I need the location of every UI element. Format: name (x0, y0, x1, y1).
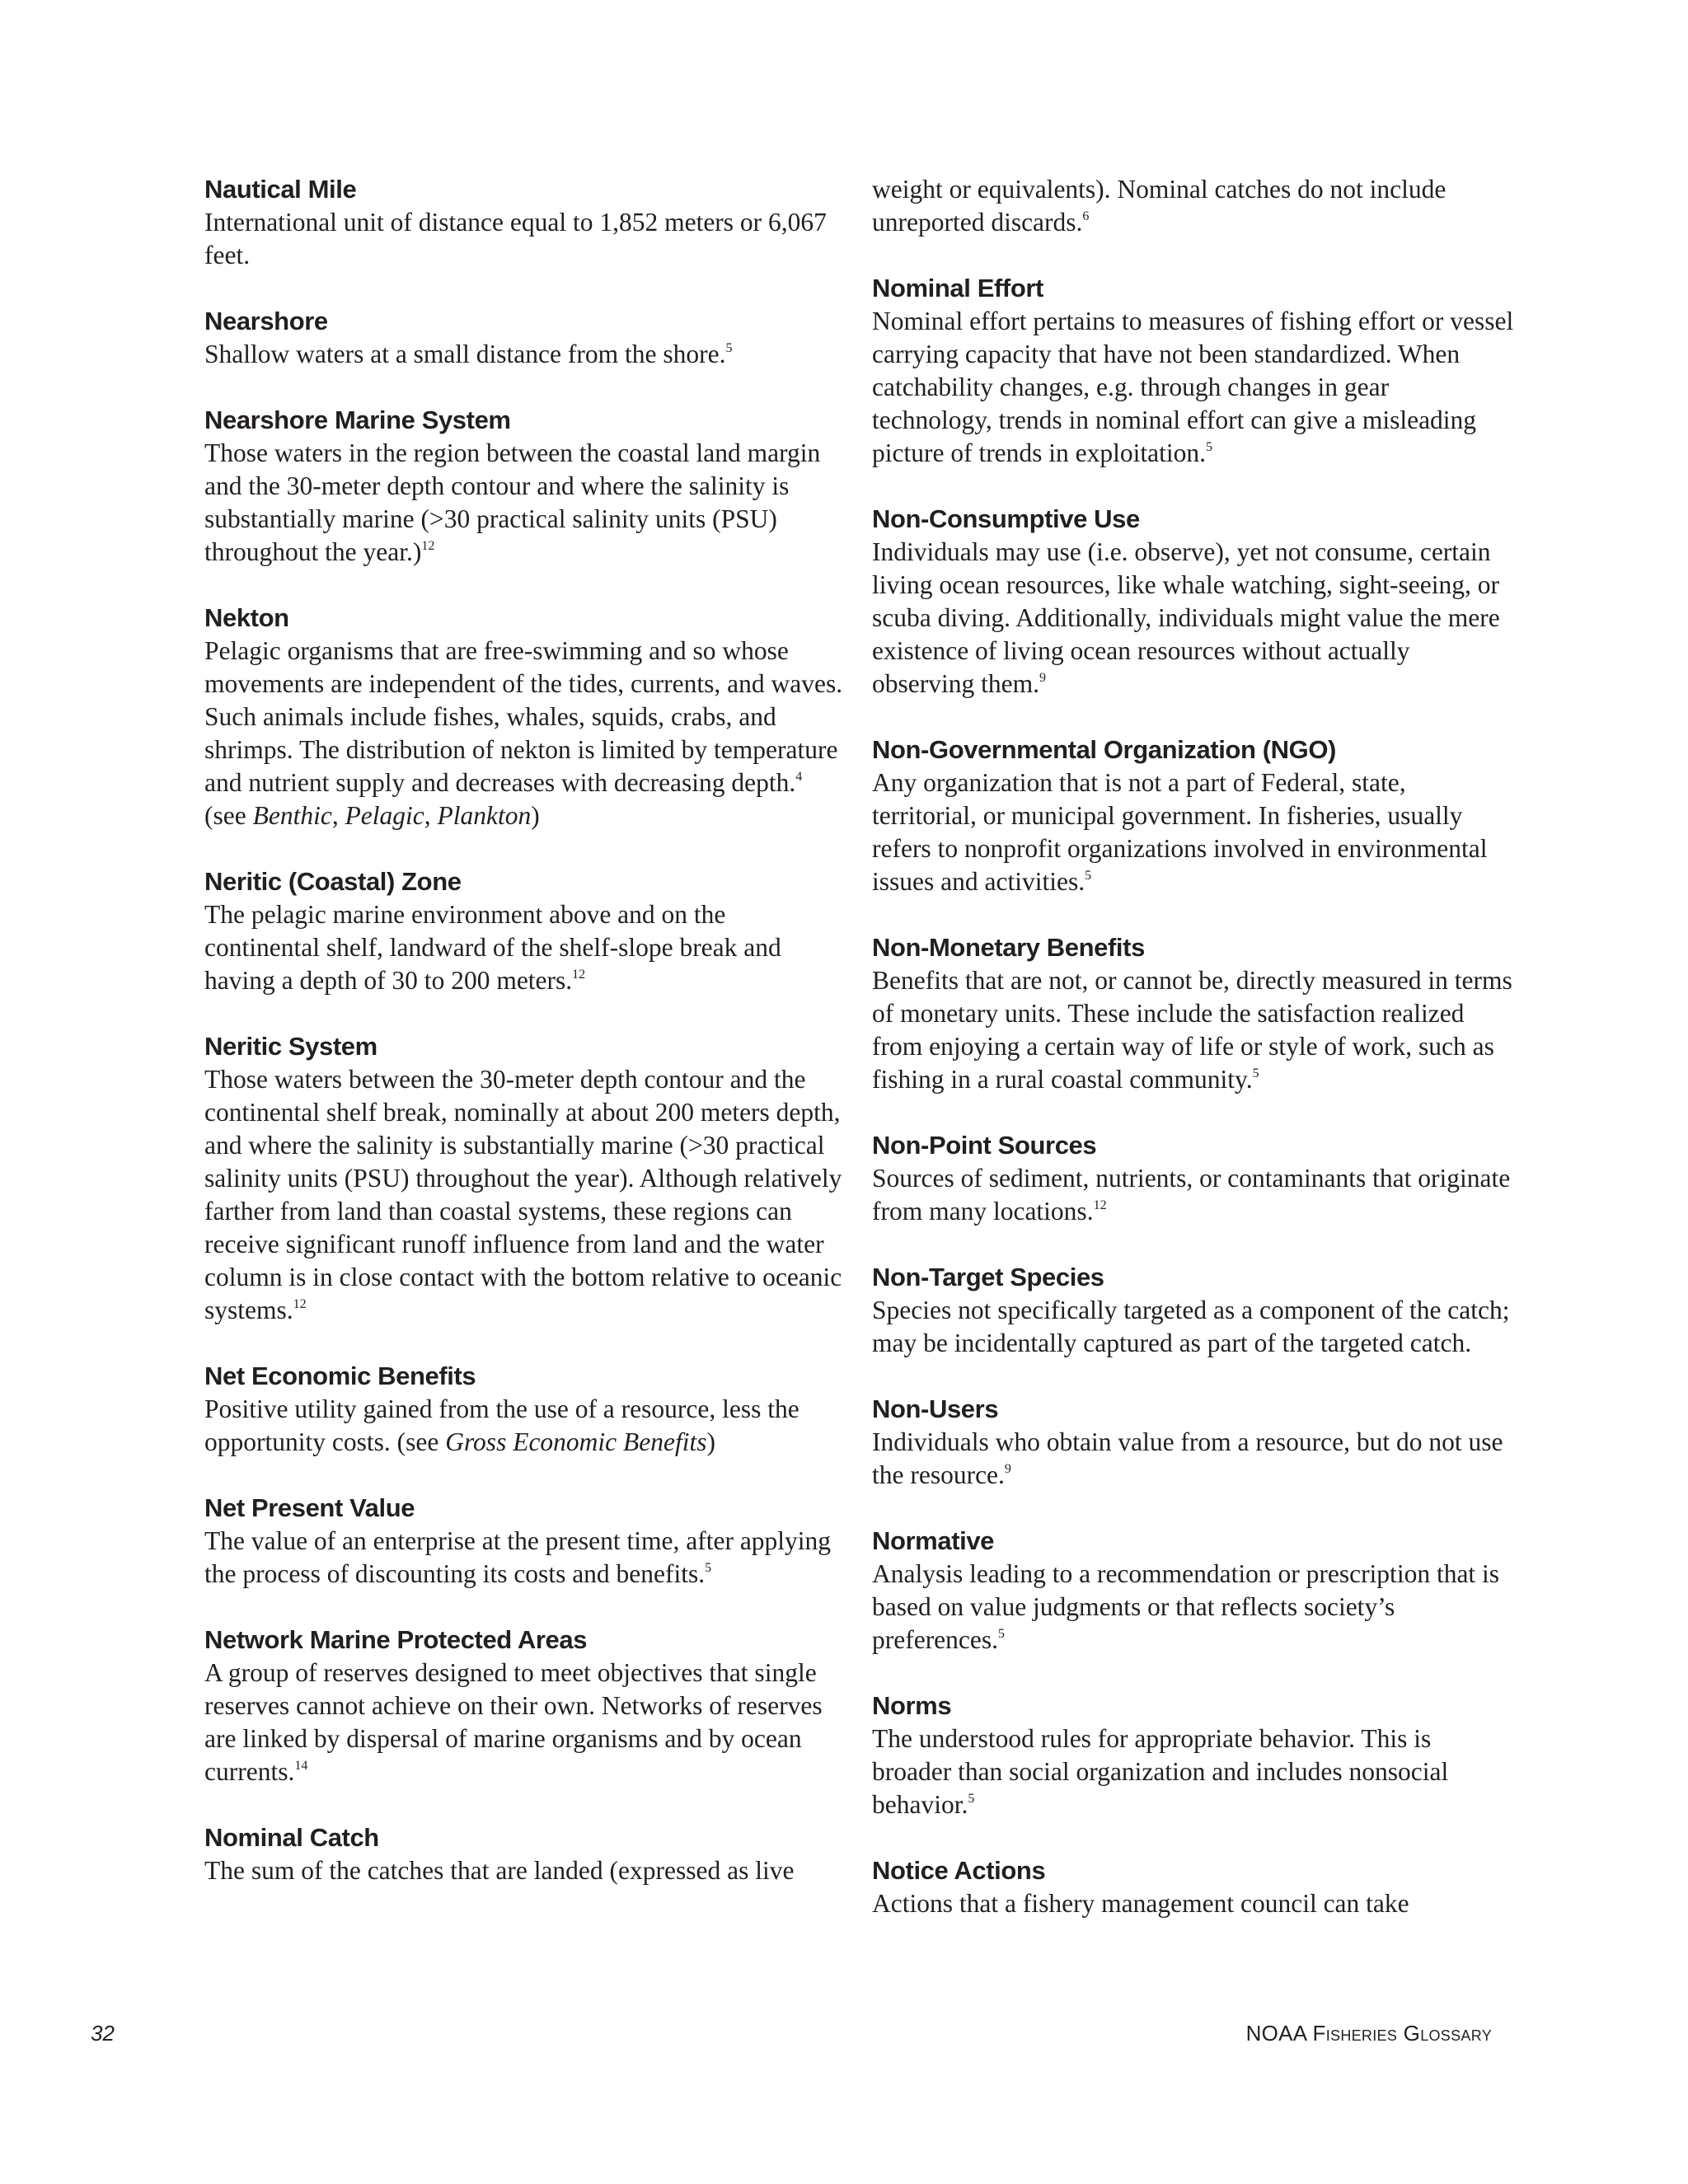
glossary-entry (204, 1624, 847, 1788)
glossary-definition (872, 305, 1515, 470)
definition-text: Shallow waters at a small distance from the shore. (204, 340, 726, 368)
glossary-definition (872, 1426, 1515, 1492)
glossary-entry (872, 931, 1515, 1096)
glossary-term: Nominal Catch (204, 1823, 379, 1852)
glossary-term: Neritic (Coastal) Zone (204, 867, 462, 896)
reference-superscript: 12 (421, 538, 435, 553)
definition-text: The pelagic marine environment above and on the continental shelf, landward of the shelf-slope break and having a depth of 30 to 200 meters. (204, 900, 781, 995)
glossary-definition (204, 1393, 847, 1459)
glossary-definition (872, 1162, 1515, 1228)
glossary-definition (204, 1854, 847, 1887)
glossary-entry (872, 173, 1515, 239)
glossary-entry (204, 404, 847, 569)
glossary-definition (204, 206, 847, 272)
definition-text: The sum of the catches that are landed (expressed as live (204, 1856, 795, 1885)
definition-text: A group of reserves designed to meet objectives that single reserves cannot achieve on their own. Networks of reserves are linked by dispersal of marine organisms and by ocean currents. (204, 1658, 823, 1786)
reference-superscript: 12 (293, 1296, 307, 1311)
glossary-definition (872, 1294, 1515, 1360)
glossary-entry (872, 1854, 1515, 1920)
reference-superscript: 14 (294, 1758, 308, 1773)
glossary-term: Nautical Mile (204, 175, 357, 204)
definition-text: Benefits that are not, or cannot be, directly measured in terms of monetary units. These include the satisfaction realized from enjoying a certain way of life or style of work, such as fishing in a rural coastal community. (872, 966, 1512, 1094)
glossary-definition (872, 1887, 1515, 1920)
definition-text: International unit of distance equal to 1,852 meters or 6,067 feet. (204, 208, 827, 269)
glossary-entry (872, 1393, 1515, 1492)
reference-superscript: 12 (1093, 1197, 1107, 1212)
glossary-entry (872, 1525, 1515, 1657)
reference-superscript: 5 (968, 1791, 975, 1806)
glossary-term: Neritic System (204, 1032, 377, 1061)
see-also-term: Plankton (437, 801, 532, 830)
glossary-term: Non-Consumptive Use (872, 504, 1140, 533)
right-column (872, 173, 1515, 1953)
glossary-entry (872, 1690, 1515, 1821)
reference-superscript: 5 (1252, 1066, 1259, 1080)
glossary-entry (872, 1261, 1515, 1360)
see-also-term: Benthic (252, 801, 332, 830)
definition-text: Individuals may use (i.e. observe), yet not consume, certain living ocean resources, like whale watching, sight-seeing, or scuba diving. Additionally, individuals might value the mere existence of living ocean resources without actually observing them. (872, 537, 1500, 698)
glossary-entry (204, 1492, 847, 1591)
glossary-term: Norms (872, 1691, 952, 1720)
glossary-definition (872, 1558, 1515, 1657)
glossary-definition (872, 173, 1515, 239)
glossary-term: Net Present Value (204, 1493, 415, 1522)
glossary-entry (204, 602, 847, 832)
glossary-definition (204, 437, 847, 569)
definition-text: Pelagic organisms that are free-swimming and so whose movements are independent of the tides, currents, and waves. Such animals include fishes, whales, squids, crabs, and shrimps. The distribution of nekton is limited by temperature and nutrient supply and decreases with decreasing depth. (204, 636, 843, 797)
definition-text: Species not specifically targeted as a component of the catch; may be incidentally captured as part of the targeted catch. (872, 1296, 1510, 1357)
glossary-term: Non-Point Sources (872, 1131, 1097, 1160)
definition-text: The understood rules for appropriate behavior. This is broader than social organization and includes nonsocial behavior. (872, 1724, 1449, 1819)
reference-superscript: 5 (725, 340, 733, 355)
definition-text: Positive utility gained from the use of a resource, less the opportunity costs. (204, 1394, 799, 1456)
glossary-entry (872, 272, 1515, 470)
glossary-entry (204, 1821, 847, 1887)
glossary-term: Net Economic Benefits (204, 1361, 476, 1390)
glossary-definition: Pelagic organisms that are free-swimming and so whose movements are independent of the tides, currents, and waves. Such animals include fishes, whales, squids, crabs, and shrimps. The distribution of nekton is limited by temperature and nutrient supply and decreases with decreasing depth.$^4$ (see Benthic, Pelagic, Plankton) (204, 636, 843, 830)
glossary-term: Network Marine Protected Areas (204, 1625, 588, 1654)
definition-text: Those waters between the 30-meter depth contour and the continental shelf break, nominally at about 200 meters depth, and where the salinity is substantially marine (>30 practical salinity units (PSU) throughout the year). Although relatively farther from land than coastal systems, these regions can receive significant runoff influence from land and the water column is in close contact with the bottom relative to oceanic systems. (204, 1065, 842, 1324)
reference-superscript: 12 (572, 967, 586, 982)
glossary-definition (204, 1525, 847, 1591)
definition-text: Sources of sediment, nutrients, or contaminants that originate from many locations. (872, 1164, 1511, 1226)
glossary-entry (204, 1360, 847, 1459)
glossary-term: Nearshore Marine System (204, 405, 511, 434)
see-also-term: Pelagic (345, 801, 424, 830)
reference-superscript: 5 (1085, 868, 1092, 883)
glossary-term: Nearshore (204, 307, 328, 335)
definition-text: The value of an enterprise at the present time, after applying the process of discounting its costs and benefits. (204, 1526, 832, 1588)
glossary-definition (872, 1722, 1515, 1821)
glossary-entry (204, 865, 847, 997)
glossary-definition (204, 1063, 847, 1327)
glossary-entry (204, 1030, 847, 1327)
glossary-term: Non-Users (872, 1394, 999, 1423)
reference-superscript: 9 (1039, 670, 1046, 685)
definition-text: Nominal effort pertains to measures of fishing effort or vessel carrying capacity that have not been standardized. When catchability changes, e.g. through changes in gear technology, trends in nominal effort can give a misleading picture of trends in exploitation. (872, 307, 1514, 467)
glossary-term: Notice Actions (872, 1856, 1046, 1885)
left-column (204, 173, 847, 1920)
definition-text: Actions that a fishery management council can take (872, 1889, 1409, 1918)
glossary-term: Nekton (204, 603, 289, 632)
see-also-suffix: ) (531, 801, 540, 830)
reference-superscript: 6 (1082, 209, 1090, 223)
reference-superscript: 5 (998, 1626, 1006, 1641)
glossary-definition (872, 536, 1515, 701)
see-also-prefix: (see (390, 1427, 446, 1456)
reference-superscript: 5 (705, 1560, 712, 1575)
glossary-term: Non-Monetary Benefits (872, 933, 1145, 962)
glossary-entry (872, 503, 1515, 701)
glossary-term: Normative (872, 1526, 995, 1555)
glossary-definition (872, 964, 1515, 1096)
reference-superscript: 9 (1004, 1461, 1011, 1476)
definition-text: Individuals who obtain value from a resource, but do not use the resource. (872, 1427, 1503, 1489)
reference-superscript: 4 (795, 769, 803, 784)
glossary-entry (872, 733, 1515, 898)
glossary-entry (204, 173, 847, 272)
definition-text: Any organization that is not a part of Federal, state, territorial, or municipal government. In fisheries, usually refers to nonprofit organizations involved in environmental issues and activities. (872, 768, 1488, 896)
definition-text: weight or equivalents). Nominal catches do not include unreported discards. (872, 175, 1447, 237)
reference-superscript: 5 (1206, 439, 1213, 454)
glossary-term: Non-Target Species (872, 1263, 1104, 1291)
glossary-term: Nominal Effort (872, 274, 1043, 302)
publication-title: NOAA Fisheries Glossary (1245, 2021, 1492, 2046)
see-also-prefix: (see (204, 801, 253, 830)
page-number: 32 (91, 2021, 115, 2046)
definition-text: Those waters in the region between the coastal land margin and the 30-meter depth contour and where the salinity is substantially marine (>30 practical salinity units (PSU) throughout the year.) (204, 438, 821, 566)
definition-text: Analysis leading to a recommendation or prescription that is based on value judgments or that reflects society’s preferences. (872, 1559, 1500, 1654)
glossary-definition (204, 898, 847, 997)
see-also-term: Gross Economic Benefits (445, 1427, 707, 1456)
see-also-suffix: ) (706, 1427, 715, 1456)
glossary-entry (872, 1129, 1515, 1228)
glossary-entry (204, 305, 847, 371)
glossary-definition (204, 338, 847, 371)
glossary-definition (872, 766, 1515, 898)
glossary-definition (204, 1657, 847, 1788)
glossary-term: Non-Governmental Organization (NGO) (872, 735, 1336, 764)
